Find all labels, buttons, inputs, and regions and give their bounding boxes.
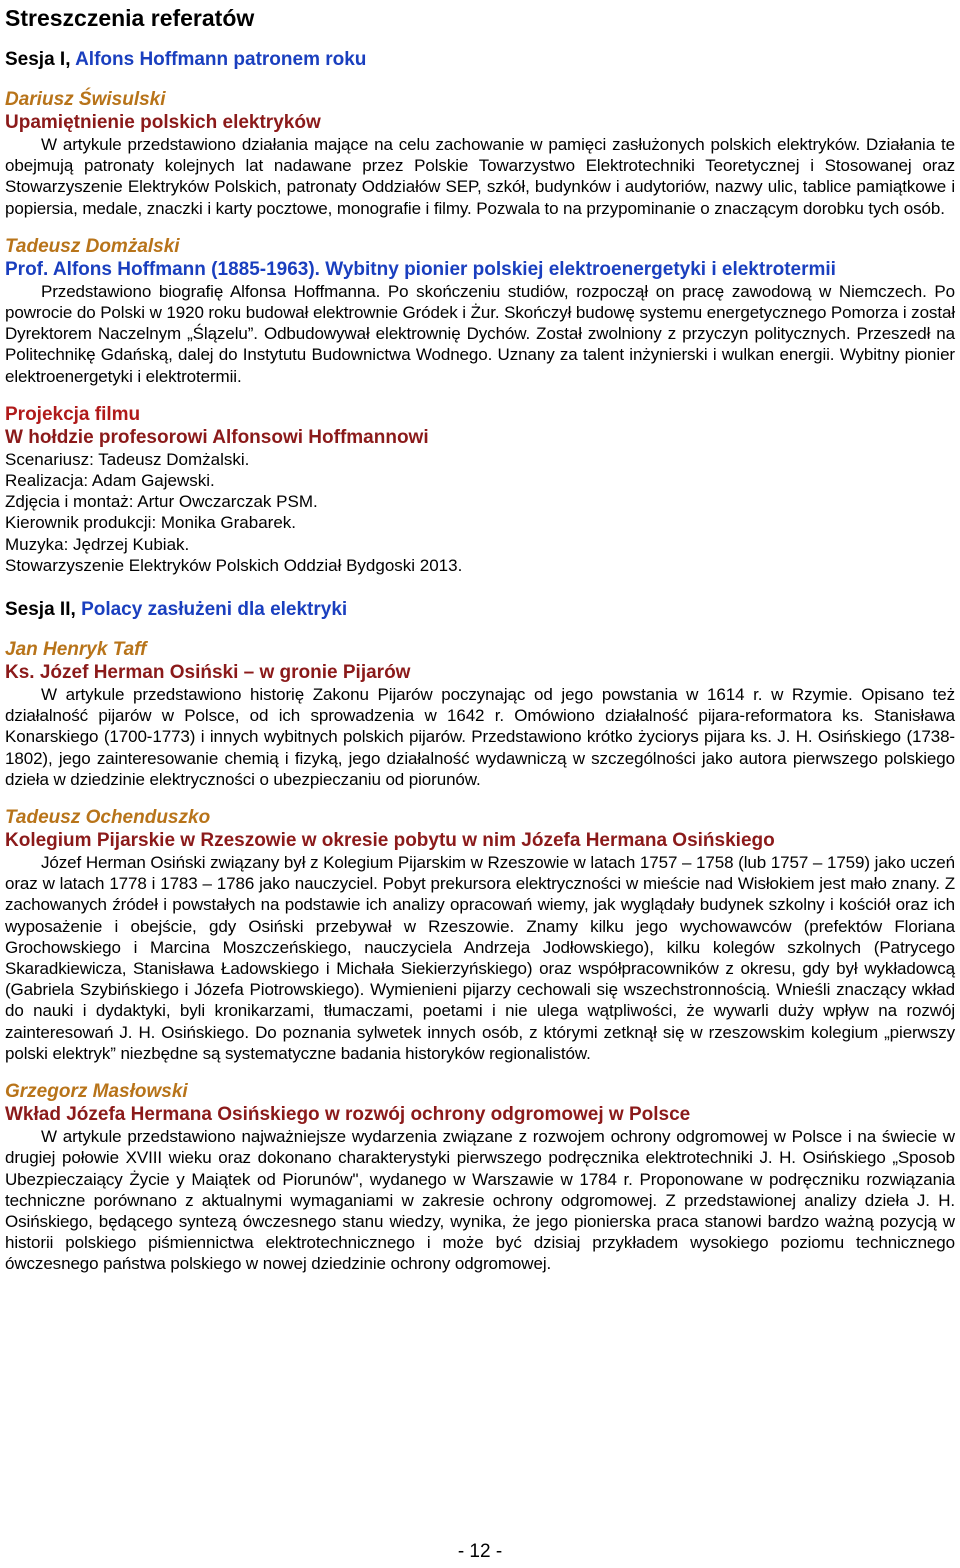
credit-line: Scenariusz: Tadeusz Domżalski. <box>5 449 250 469</box>
session-1-heading <box>5 48 955 72</box>
article-4 <box>5 806 955 1064</box>
article-text: W artykule przedstawiono historię Zakonu Pijarów poczynając od jego powstania w 1614 r. w Rzymie. Opisano też działalność pijarów w Polsce, od ich sprowadzenia w 1642 r. Omówiono działalność pijara-reformatora ks. Stanisława Konarskiego (1700-1773) i innych wybitnych polskich pijarów. Przedstawiono krótko życiorys pijara ks. J. H. Osińskiego (1738-1802), jego zainteresowanie chemią i fizyką, jego działalność wydawniczą w szczególności jako autora pierwszego polskiego dzieła w dziedzinie elektryczności o ubezpieczaniu od piorunów. <box>5 685 955 789</box>
credit-line: Kierownik produkcji: Monika Grabarek. <box>5 513 297 533</box>
credit-line: Realizacja: Adam Gajewski. <box>5 471 215 491</box>
credit-line: Muzyka: Jędrzej Kubiak. <box>5 534 190 554</box>
article-author: Tadeusz Ochenduszko <box>5 807 211 829</box>
article-title: Prof. Alfons Hoffmann (1885-1963). Wybitny pionier polskiej elektroenergetyki i elektrotermii <box>5 258 836 280</box>
session-2-heading <box>5 598 955 622</box>
credit-line: Zdjęcia i montaż: Artur Owczarczak PSM. <box>5 492 318 512</box>
session-2-label: Sesja II, <box>5 599 76 621</box>
page-title: Streszczenia referatów <box>5 5 255 31</box>
article-1 <box>5 88 955 219</box>
credit-line: Stowarzyszenie Elektryków Polskich Oddział Bydgoski 2013. <box>5 555 463 575</box>
session-1-subtitle: Alfons Hoffmann patronem roku <box>75 49 367 70</box>
article-title: Wkład Józefa Hermana Osińskiego w rozwój ochrony odgromowej w Polsce <box>5 1104 691 1126</box>
page-number: - 12 - <box>457 1541 503 1562</box>
article-title: Ks. Józef Herman Osiński – w gronie Pijarów <box>5 662 411 684</box>
session-2-subtitle: Polacy zasłużeni dla elektryki <box>81 599 348 621</box>
article-text: Przedstawiono biografię Alfonsa Hoffmanna. Po skończeniu studiów, rozpoczął on pracę zawodową w Niemczech. Po powrocie do Polski w 1920 roku budował elektrownie Gródek i Żur. Skończył budowę systemu energetycznego Pomorza i został Dyrektorem Naczelnym „Ślązelu”. Odbudowywał elektrownię Dychów. Został zwolniony z przyczyn politycznych. Przeszedł na Politechnikę Gdańską, dalej do Instytutu Budownictwa Wodnego. Uznany za talent inżynierski i wulkan energii. Wybitny pionier elektroenergetyki i elektrotermii. <box>5 281 955 386</box>
article-text: W artykule przedstawiono działania mające na celu zachowanie w pamięci zasłużonych polskich elektryków. Działania te obejmują patronaty kolejnych lat nadawane przez Polskie Towarzystwo Elektrotechniki Teoretycznej i Stosowanej oraz Stowarzyszenie Elektryków Polskich, patronaty Oddziałów SEP, szkół, budynków i audytoriów, nazwy ulic, tablice pamiątkowe i popiersia, medale, znaczki i karty pocztowe, monografie i filmy. Pozwala to na przypominanie o znaczącym dorobku tych osób. <box>5 135 955 218</box>
document-page <box>5 0 955 1275</box>
article-title: Kolegium Pijarskie w Rzeszowie w okresie pobytu w nim Józefa Hermana Osińskiego <box>5 830 775 852</box>
article-author: Tadeusz Domżalski <box>5 235 180 257</box>
session-1-label: Sesja I, <box>5 49 71 70</box>
article-text: Józef Herman Osiński związany był z Kolegium Pijarskim w Rzeszowie w latach 1757 – 1758 (lub 1757 – 1759) jako uczeń oraz w latach 1778 i 1783 – 1786 jako nauczyciel. Pobyt prekursora elektryczności w mieście nad Wisłokiem jest mało znany. Z zachowanych źródeł i powstałych na podstawie ich analizy opracowań wiemy, jak wyglądały budynek szkolny i kościół oraz ich wyposażenie i obejście, gdy Osiński przebywał w Rzeszowie. Znamy kilku jego wychowawców (prefektów Floriana Grochowskiego i Marcina Moszczeńskiego, nauczyciela Andrzeja Jodłowskiego), kilku kolegów szkolnych (Patrycego Skaradkiewicza, Stanisława Ładowskiego i Michała Siekierzyńskiego) oraz współpracowników z okresu, gdy był wykładowcą (Gabriela Szybińskiego i Józefa Piotrowskiego). Wymienieni pijarzy cechowali się wszechstronnością. Wnieśli znaczący wkład do nauki i dydaktyki, byli kronikarzami, tłumaczami, poetami i nie ulega wątpliwości, że wywarli duży wpływ na rozwój zainteresowań J. H. Osińskiego. Do poznania sylwetek innych osób, z którymi zetknął się w rzeszowskim kolegium „pierwszy polski elektryk” niezbędne są systematyczne badania historyków regionalistów. <box>5 853 955 1063</box>
article-author: Dariusz Świsulski <box>5 89 166 110</box>
article-5 <box>5 1080 955 1274</box>
article-3 <box>5 638 955 790</box>
article-author: Grzegorz Masłowski <box>5 1081 188 1103</box>
article-2 <box>5 235 955 387</box>
article-title: Upamiętnienie polskich elektryków <box>5 112 321 133</box>
article-author: Jan Henryk Taff <box>5 639 147 661</box>
film-section <box>5 403 955 576</box>
article-text: W artykule przedstawiono najważniejsze wydarzenia związane z rozwojem ochrony odgromowej w Polsce i na świecie w drugiej połowie XVIII wieku oraz dokonano charakterystyki pierwszego podręcznika elektrotechniki J. H. Osińskiego „Sposob Ubezpieczaiący Życie y Maiątek od Piorunów", wydanego w Warszawie w 1784 r. Proponowane w podręczniku rozwiązania techniczne porównano z aktualnymi wymaganiami w zakresie ochrony odgromowej. Z przedstawionej analizy dzieła J. H. Osińskiego, będącego syntezą ówczesnego stanu wiedzy, wynika, że jego pionierska praca stanowi bardzo ważną pozycją w historii polskiego piśmiennictwa elektrotechnicznego i może być dzisiaj przykładem wysokiego poziomu technicznego ówczesnego państwa polskiego w nowej dziedzinie ochrony odgromowej. <box>5 1127 955 1274</box>
film-label: Projekcja filmu <box>5 403 141 425</box>
film-title: W hołdzie profesorowi Alfonsowi Hoffmannowi <box>5 426 429 448</box>
film-credits <box>5 449 955 576</box>
